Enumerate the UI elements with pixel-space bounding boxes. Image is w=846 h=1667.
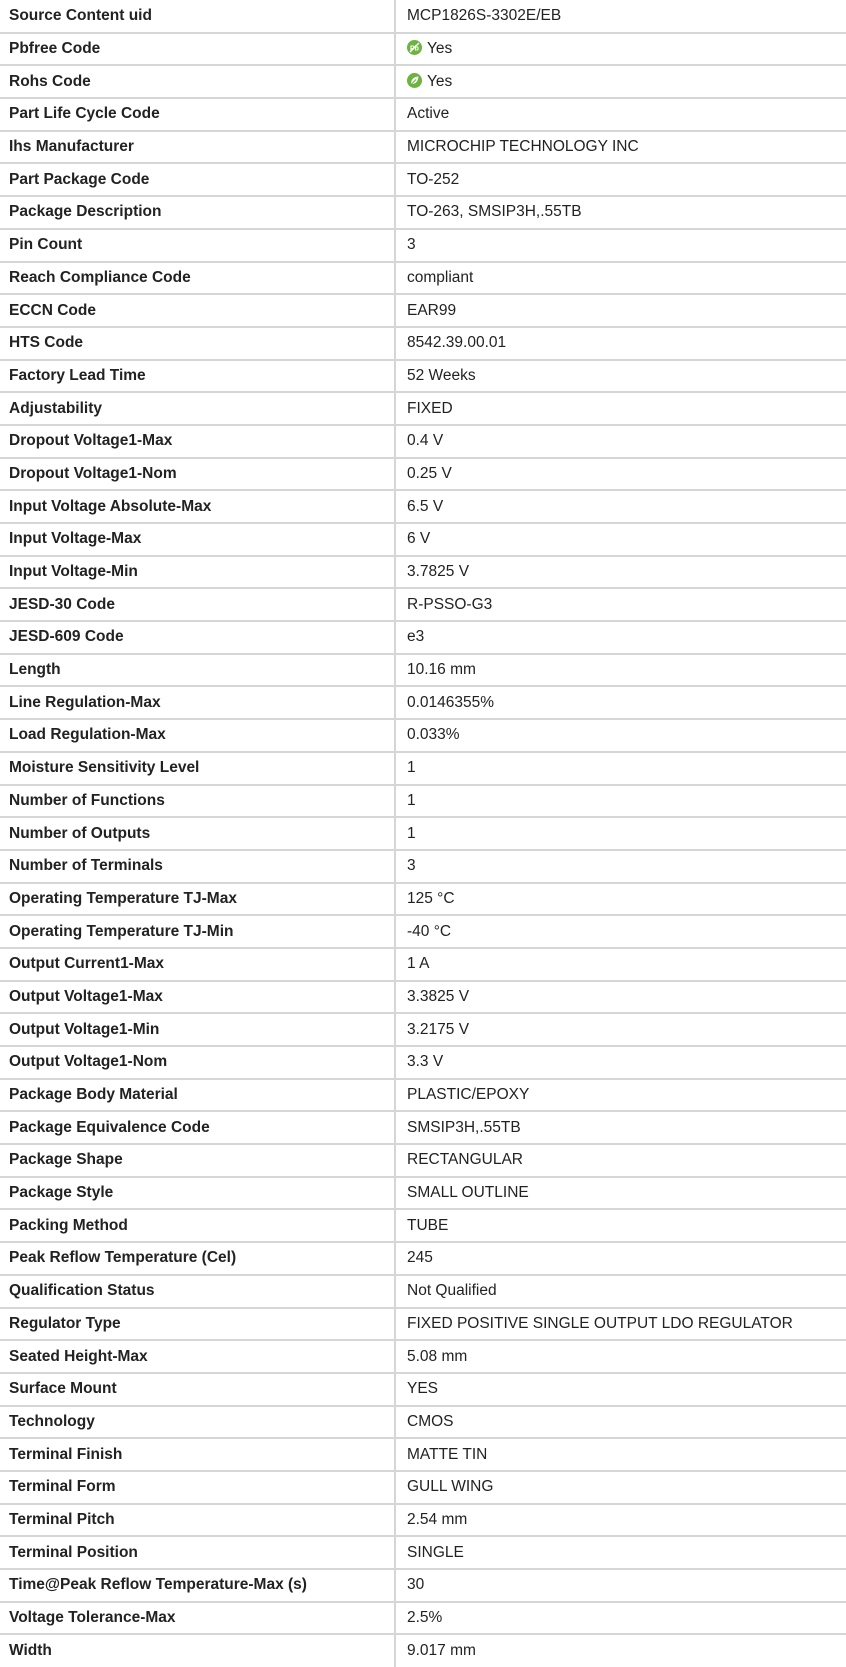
spec-row-4: [0, 131, 846, 164]
spec-value: MATTE TIN: [395, 1438, 846, 1471]
spec-label: JESD-30 Code: [0, 588, 395, 621]
spec-row-27: [0, 883, 846, 916]
spec-row-3: [0, 98, 846, 131]
spec-row-13: [0, 425, 846, 458]
spec-label: Surface Mount: [0, 1373, 395, 1406]
spec-value: 3.2175 V: [395, 1013, 846, 1046]
spec-label: Regulator Type: [0, 1308, 395, 1341]
spec-value: 3.7825 V: [395, 556, 846, 589]
spec-row-28: [0, 915, 846, 948]
spec-value: 1 A: [395, 948, 846, 981]
spec-value: SMSIP3H,.55TB: [395, 1111, 846, 1144]
spec-row-11: [0, 360, 846, 393]
spec-value: 10.16 mm: [395, 654, 846, 687]
spec-label: Peak Reflow Temperature (Cel): [0, 1242, 395, 1275]
spec-value: Not Qualified: [395, 1275, 846, 1308]
spec-row-32: [0, 1046, 846, 1079]
spec-row-34: [0, 1111, 846, 1144]
spec-value: 0.25 V: [395, 458, 846, 491]
spec-label: Part Package Code: [0, 163, 395, 196]
spec-label: Terminal Position: [0, 1536, 395, 1569]
spec-label: ECCN Code: [0, 294, 395, 327]
spec-row-0: [0, 0, 846, 33]
spec-value: MICROCHIP TECHNOLOGY INC: [395, 131, 846, 164]
spec-value: FIXED POSITIVE SINGLE OUTPUT LDO REGULATOR: [395, 1308, 846, 1341]
spec-row-48: [0, 1569, 846, 1602]
spec-label: Ihs Manufacturer: [0, 131, 395, 164]
spec-label: Part Life Cycle Code: [0, 98, 395, 131]
spec-row-22: [0, 719, 846, 752]
spec-label: Output Voltage1-Nom: [0, 1046, 395, 1079]
spec-label: Package Style: [0, 1177, 395, 1210]
spec-label: Voltage Tolerance-Max: [0, 1602, 395, 1635]
spec-label: Input Voltage-Max: [0, 523, 395, 556]
spec-label: Package Shape: [0, 1144, 395, 1177]
spec-label: Terminal Pitch: [0, 1504, 395, 1537]
spec-value: 0.0146355%: [395, 686, 846, 719]
spec-value: SINGLE: [395, 1536, 846, 1569]
spec-row-12: [0, 392, 846, 425]
spec-value-text: Yes: [427, 40, 453, 58]
spec-row-46: [0, 1504, 846, 1537]
spec-label: Line Regulation-Max: [0, 686, 395, 719]
spec-label: Number of Terminals: [0, 850, 395, 883]
spec-label: Package Equivalence Code: [0, 1111, 395, 1144]
spec-value: e3: [395, 621, 846, 654]
spec-label: Terminal Finish: [0, 1438, 395, 1471]
spec-value: FIXED: [395, 392, 846, 425]
rohs-leaf-icon: [407, 73, 422, 88]
spec-row-1: [0, 33, 846, 66]
spec-value: GULL WING: [395, 1471, 846, 1504]
spec-row-47: [0, 1536, 846, 1569]
pb-free-icon: [407, 40, 422, 55]
spec-row-44: [0, 1438, 846, 1471]
spec-value: 1: [395, 785, 846, 818]
spec-label: Output Voltage1-Min: [0, 1013, 395, 1046]
spec-label: Package Description: [0, 196, 395, 229]
spec-row-40: [0, 1308, 846, 1341]
spec-label: Input Voltage Absolute-Max: [0, 490, 395, 523]
spec-label: Qualification Status: [0, 1275, 395, 1308]
spec-row-29: [0, 948, 846, 981]
spec-value: 0.033%: [395, 719, 846, 752]
spec-label: Number of Outputs: [0, 817, 395, 850]
spec-row-45: [0, 1471, 846, 1504]
spec-row-6: [0, 196, 846, 229]
spec-row-24: [0, 785, 846, 818]
spec-value: 3: [395, 229, 846, 262]
spec-value: RECTANGULAR: [395, 1144, 846, 1177]
spec-row-15: [0, 490, 846, 523]
spec-label: Number of Functions: [0, 785, 395, 818]
spec-row-9: [0, 294, 846, 327]
spec-row-16: [0, 523, 846, 556]
spec-label: Operating Temperature TJ-Min: [0, 915, 395, 948]
spec-value: 2.5%: [395, 1602, 846, 1635]
spec-row-26: [0, 850, 846, 883]
spec-value: 0.4 V: [395, 425, 846, 458]
spec-label: Operating Temperature TJ-Max: [0, 883, 395, 916]
spec-value: 8542.39.00.01: [395, 327, 846, 360]
spec-row-21: [0, 686, 846, 719]
spec-label: HTS Code: [0, 327, 395, 360]
spec-label: Pbfree Code: [0, 33, 395, 66]
spec-label: Width: [0, 1634, 395, 1667]
spec-value: 6.5 V: [395, 490, 846, 523]
spec-row-36: [0, 1177, 846, 1210]
spec-row-25: [0, 817, 846, 850]
spec-label: Load Regulation-Max: [0, 719, 395, 752]
spec-value: 245: [395, 1242, 846, 1275]
spec-value: YES: [395, 1373, 846, 1406]
spec-row-33: [0, 1079, 846, 1112]
spec-row-20: [0, 654, 846, 687]
spec-label: Reach Compliance Code: [0, 262, 395, 295]
spec-value: 1: [395, 817, 846, 850]
spec-row-23: [0, 752, 846, 785]
spec-value: -40 °C: [395, 915, 846, 948]
spec-label: Length: [0, 654, 395, 687]
spec-value: 5.08 mm: [395, 1340, 846, 1373]
spec-row-42: [0, 1373, 846, 1406]
spec-value: 52 Weeks: [395, 360, 846, 393]
spec-value: Active: [395, 98, 846, 131]
spec-row-43: [0, 1406, 846, 1439]
spec-label: Input Voltage-Min: [0, 556, 395, 589]
spec-value: CMOS: [395, 1406, 846, 1439]
spec-row-19: [0, 621, 846, 654]
spec-label: Output Current1-Max: [0, 948, 395, 981]
svg-text:Pb: Pb: [410, 45, 419, 53]
spec-row-2: [0, 65, 846, 98]
spec-value: 3.3 V: [395, 1046, 846, 1079]
spec-row-41: [0, 1340, 846, 1373]
spec-value: 6 V: [395, 523, 846, 556]
spec-value: PLASTIC/EPOXY: [395, 1079, 846, 1112]
spec-value: TUBE: [395, 1209, 846, 1242]
spec-value: 125 °C: [395, 883, 846, 916]
spec-value: SMALL OUTLINE: [395, 1177, 846, 1210]
spec-value: 30: [395, 1569, 846, 1602]
spec-row-31: [0, 1013, 846, 1046]
spec-row-38: [0, 1242, 846, 1275]
spec-row-35: [0, 1144, 846, 1177]
spec-value: 2.54 mm: [395, 1504, 846, 1537]
spec-row-18: [0, 588, 846, 621]
spec-label: Package Body Material: [0, 1079, 395, 1112]
spec-row-10: [0, 327, 846, 360]
spec-value: TO-252: [395, 163, 846, 196]
spec-row-7: [0, 229, 846, 262]
spec-label: Dropout Voltage1-Nom: [0, 458, 395, 491]
spec-label: Technology: [0, 1406, 395, 1439]
spec-row-14: [0, 458, 846, 491]
spec-row-8: [0, 262, 846, 295]
spec-label: Factory Lead Time: [0, 360, 395, 393]
spec-label: Output Voltage1-Max: [0, 981, 395, 1014]
spec-value: MCP1826S-3302E/EB: [395, 0, 846, 33]
spec-row-37: [0, 1209, 846, 1242]
spec-value: R-PSSO-G3: [395, 588, 846, 621]
spec-row-17: [0, 556, 846, 589]
spec-label: Dropout Voltage1-Max: [0, 425, 395, 458]
spec-value: 3: [395, 850, 846, 883]
spec-label: Rohs Code: [0, 65, 395, 98]
spec-row-39: [0, 1275, 846, 1308]
spec-value-text: Yes: [427, 72, 453, 90]
spec-label: Source Content uid: [0, 0, 395, 33]
spec-value: EAR99: [395, 294, 846, 327]
spec-value: TO-263, SMSIP3H,.55TB: [395, 196, 846, 229]
spec-label: Pin Count: [0, 229, 395, 262]
spec-label: Adjustability: [0, 392, 395, 425]
spec-label: Packing Method: [0, 1209, 395, 1242]
spec-label: JESD-609 Code: [0, 621, 395, 654]
spec-row-5: [0, 163, 846, 196]
spec-value: compliant: [395, 262, 846, 295]
spec-value: [395, 33, 846, 66]
spec-label: Time@Peak Reflow Temperature-Max (s): [0, 1569, 395, 1602]
spec-label: Seated Height-Max: [0, 1340, 395, 1373]
spec-value: [395, 65, 846, 98]
spec-value: 3.3825 V: [395, 981, 846, 1014]
spec-value: 9.017 mm: [407, 1642, 476, 1660]
spec-row-30: [0, 981, 846, 1014]
spec-row-50: [0, 1634, 846, 1667]
spec-label: Terminal Form: [0, 1471, 395, 1504]
spec-row-49: [0, 1602, 846, 1635]
spec-value: 1: [395, 752, 846, 785]
spec-label: Moisture Sensitivity Level: [0, 752, 395, 785]
